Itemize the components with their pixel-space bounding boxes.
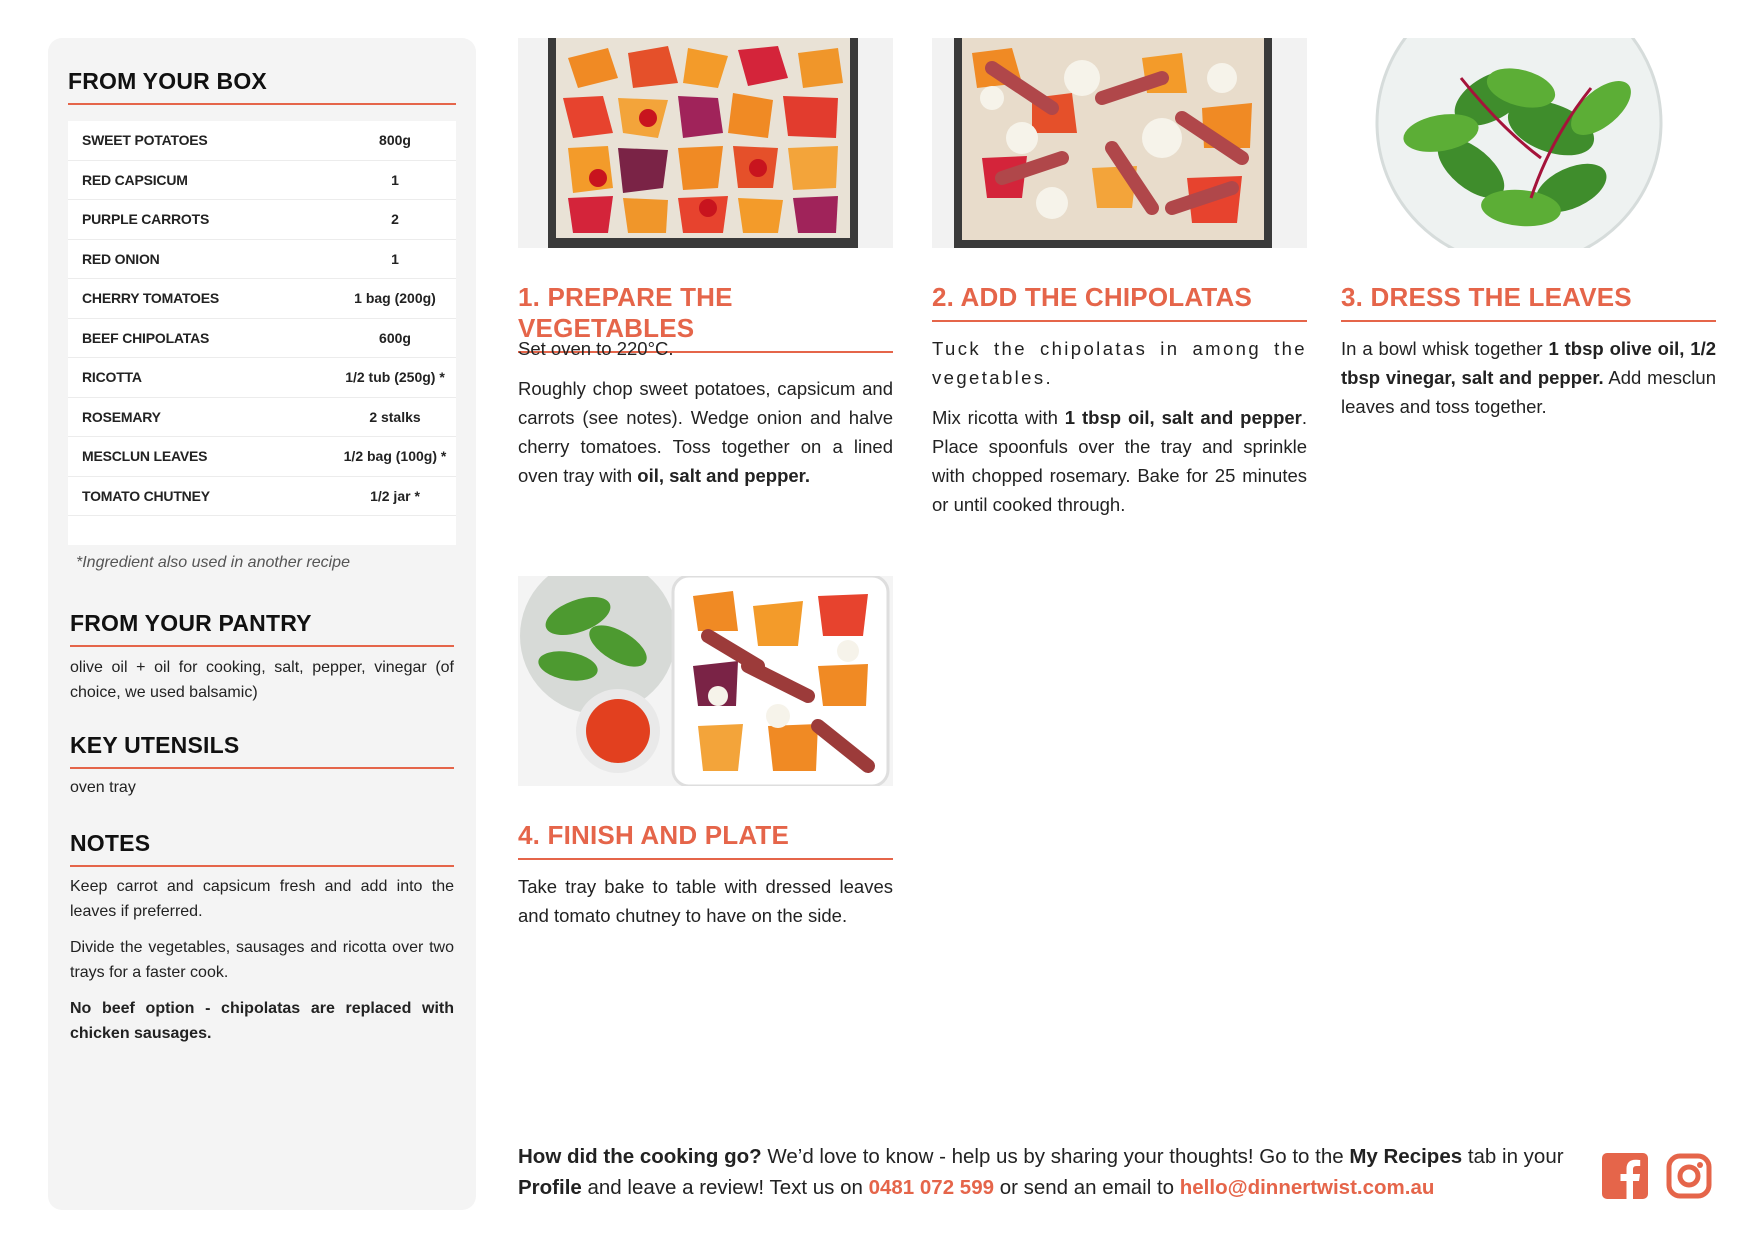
step-2-text: Tuck the chipolatas in among the vegetables. — [932, 338, 1307, 388]
step-1 — [518, 38, 893, 518]
step-text: Mix ricotta with — [932, 407, 1065, 428]
step-text-bold: oil, salt and pepper. — [637, 465, 810, 486]
step-4-body — [518, 872, 893, 941]
ingredient-name: ROSEMARY — [82, 408, 161, 425]
ingredient-footnote: *Ingredient also used in another recipe — [76, 554, 350, 571]
step-3-title: 3. DRESS THE LEAVES — [1341, 282, 1716, 322]
step-1-text — [518, 374, 893, 490]
ingredients-panel — [48, 38, 476, 1210]
step-4 — [518, 576, 893, 996]
step-text-bold: 1 tbsp olive oil, 1/2 tbsp vinegar, salt and pepper. — [1341, 338, 1716, 388]
ingredient-qty: 1/2 jar * — [370, 487, 420, 504]
ingredient-name: RICOTTA — [82, 369, 142, 386]
footer-text: or send an email to — [994, 1176, 1180, 1199]
step-2-text — [932, 403, 1307, 519]
ingredient-qty: 1 — [391, 250, 399, 267]
ingredient-row — [68, 398, 456, 438]
ingredient-qty: 800g — [379, 132, 411, 149]
ingredient-qty: 600g — [379, 329, 411, 346]
step-1-body — [518, 334, 893, 501]
pantry-text: olive oil + oil for cooking, salt, pepper, vinegar (of choice, we used balsamic) — [70, 659, 454, 701]
ingredient-row — [68, 279, 456, 319]
ingredient-qty: 1/2 bag (100g) * — [343, 448, 447, 465]
step-1-photo — [518, 38, 893, 248]
step-text: . Place spoonfuls over the tray and sprinkle with chopped rosemary. Bake for 25 minutes or until cooked through. — [932, 407, 1308, 515]
step-text: Roughly chop sweet potatoes, capsicum and carrots (see notes). Wedge onion and halve cherry tomatoes. Toss together on a lined oven tray with — [518, 378, 893, 486]
ingredient-row — [68, 200, 456, 240]
step-3-text — [1341, 334, 1716, 421]
ingredient-name: SWEET POTATOES — [82, 132, 208, 149]
ingredient-row — [68, 437, 456, 477]
profile-label: Profile — [518, 1176, 582, 1199]
step-text: In a bowl whisk together — [1341, 338, 1549, 359]
step-2-title: 2. ADD THE CHIPOLATAS — [932, 282, 1307, 322]
footer-text: We’d love to know - help us by sharing your thoughts! Go to the — [761, 1145, 1350, 1168]
notes-title: NOTES — [70, 830, 454, 867]
ingredient-name: RED ONION — [82, 250, 160, 267]
step-2-body — [932, 334, 1307, 530]
footer-question: How did the cooking go? — [518, 1145, 762, 1168]
notes-body — [70, 874, 454, 1057]
step-3 — [1341, 38, 1716, 518]
ingredient-name: MESCLUN LEAVES — [82, 448, 208, 465]
note-bold: No beef option - chipolatas are replaced with chicken sausages. — [70, 1000, 454, 1042]
step-3-body — [1341, 334, 1716, 432]
ingredient-row — [68, 121, 456, 161]
ingredient-qty: 1 bag (200g) — [354, 290, 436, 307]
from-your-pantry-title: FROM YOUR PANTRY — [70, 610, 454, 647]
ingredient-row — [68, 319, 456, 359]
step-2 — [932, 38, 1307, 518]
step-1-text: Set oven to 220°C. — [518, 338, 674, 359]
step-4-photo — [518, 576, 893, 786]
my-recipes-label: My Recipes — [1349, 1145, 1463, 1168]
instagram-icon[interactable] — [1666, 1153, 1712, 1199]
step-4-text: Take tray bake to table with dressed leaves and tomato chutney to have on the side. — [518, 876, 893, 926]
footer-text: and leave a review! Text us on — [581, 1176, 869, 1199]
ingredient-qty: 2 stalks — [369, 408, 421, 425]
step-4-title: 4. FINISH AND PLATE — [518, 820, 893, 860]
step-3-photo — [1341, 38, 1716, 248]
feedback-footer — [518, 1141, 1578, 1203]
note-item: Divide the vegetables, sausages and ricotta over two trays for a faster cook. — [70, 939, 454, 981]
phone-link[interactable]: 0481 072 599 — [868, 1176, 994, 1199]
footer-text: tab in your — [1462, 1145, 1564, 1168]
ingredient-name: TOMATO CHUTNEY — [82, 487, 210, 504]
step-text: Add mesclun leaves and toss together. — [1341, 367, 1716, 417]
ingredient-name: RED CAPSICUM — [82, 171, 188, 188]
step-2-photo — [932, 38, 1307, 248]
ingredient-qty: 2 — [391, 211, 399, 228]
key-utensils-title: KEY UTENSILS — [70, 732, 454, 769]
ingredient-name: BEEF CHIPOLATAS — [82, 329, 210, 346]
ingredient-name: CHERRY TOMATOES — [82, 290, 220, 307]
utensils-text: oven tray — [70, 779, 136, 796]
step-text-bold: 1 tbsp oil, salt and pepper — [1064, 407, 1302, 428]
ingredient-row — [68, 358, 456, 398]
facebook-icon[interactable] — [1602, 1153, 1648, 1199]
ingredients-table — [68, 121, 456, 545]
ingredient-row — [68, 477, 456, 517]
ingredient-row — [68, 240, 456, 280]
from-your-box-title: FROM YOUR BOX — [68, 68, 456, 105]
ingredient-name: PURPLE CARROTS — [82, 211, 210, 228]
note-item: Keep carrot and capsicum fresh and add into the leaves if preferred. — [70, 878, 454, 920]
ingredient-qty: 1 — [391, 171, 399, 188]
ingredient-qty: 1/2 tub (250g) * — [345, 369, 445, 386]
email-link[interactable]: hello@dinnertwist.com.au — [1179, 1176, 1435, 1199]
ingredient-row — [68, 161, 456, 201]
step-1-title: 1. PREPARE THE VEGETABLES — [518, 282, 893, 353]
